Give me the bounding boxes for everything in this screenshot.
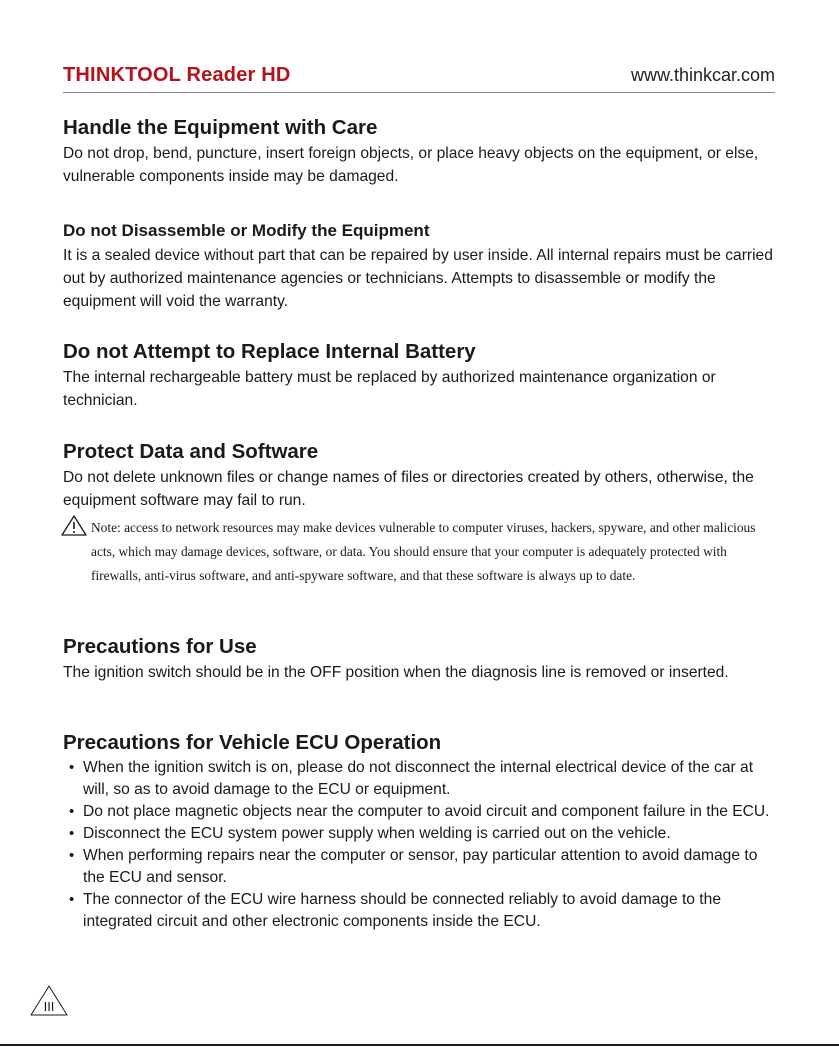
section-title: Do not Attempt to Replace Internal Battery (63, 340, 476, 363)
section-protect-data (63, 440, 775, 588)
section-body: Do not delete unknown files or change names of files or directories created by others, otherwise, the equipment software may fail to run. (63, 469, 754, 509)
bullet-list (63, 757, 775, 933)
page-number: III (43, 999, 55, 1014)
section-body: The ignition switch should be in the OFF position when the diagnosis line is removed or inserted. (63, 664, 729, 681)
list-item: • When the ignition switch is on, please do not disconnect the internal electrical device of the car at will, so as to avoid damage to the ECU or equipment. (69, 759, 754, 798)
section-handle-care (63, 116, 775, 188)
note-text: Note: access to network resources may make devices vulnerable to computer viruses, hackers, spyware, and other malicious acts, which may damage devices, software, or data. You should ensure that your computer is adequately protected with firewalls, anti-virus software, and anti-spyware software, and that these software is always up to date. (91, 520, 756, 583)
bullet-icon: • (69, 759, 75, 776)
section-body: It is a sealed device without part that can be repaired by user inside. All internal repairs must be carried out by authorized maintenance agencies or technicians. Attempts to disassemble or modify the equipment will void the warranty. (63, 247, 773, 310)
section-title: Protect Data and Software (63, 440, 319, 463)
bullet-icon: • (69, 825, 75, 842)
page-header (63, 64, 775, 93)
note-block (63, 516, 775, 588)
section-title: Precautions for Use (63, 635, 257, 658)
section-precautions-use (63, 635, 775, 684)
section-title: Do not Disassemble or Modify the Equipment (63, 221, 430, 240)
list-item: • Disconnect the ECU system power supply when welding is carried out on the vehicle. (63, 823, 775, 845)
brand-title: THINKTOOL Reader HD (63, 64, 291, 86)
warning-icon (60, 514, 88, 538)
page-number-badge (30, 985, 68, 1017)
section-title: Handle the Equipment with Care (63, 116, 378, 139)
section-body: The internal rechargeable battery must be replaced by authorized maintenance organization or technician. (63, 369, 716, 409)
website-url: www.thinkcar.com (630, 65, 775, 85)
bullet-icon: • (69, 803, 75, 820)
bullet-icon: • (69, 847, 75, 864)
section-disassemble (63, 220, 775, 313)
bottom-rule (0, 1044, 839, 1046)
bullet-icon: • (69, 891, 75, 908)
section-precautions-ecu (63, 731, 775, 933)
section-title: Precautions for Vehicle ECU Operation (63, 731, 442, 754)
section-body: Do not drop, bend, puncture, insert foreign objects, or place heavy objects on the equipment, or else, vulnerable components inside may be damaged. (63, 145, 759, 185)
list-item: • The connector of the ECU wire harness should be connected reliably to avoid damage to the integrated circuit and other electronic components inside the ECU. (69, 891, 721, 930)
list-item: • Do not place magnetic objects near the computer to avoid circuit and component failure in the ECU. (63, 801, 775, 823)
section-battery (63, 340, 775, 412)
list-item: • When performing repairs near the computer or sensor, pay particular attention to avoid damage to the ECU and sensor. (69, 847, 758, 886)
